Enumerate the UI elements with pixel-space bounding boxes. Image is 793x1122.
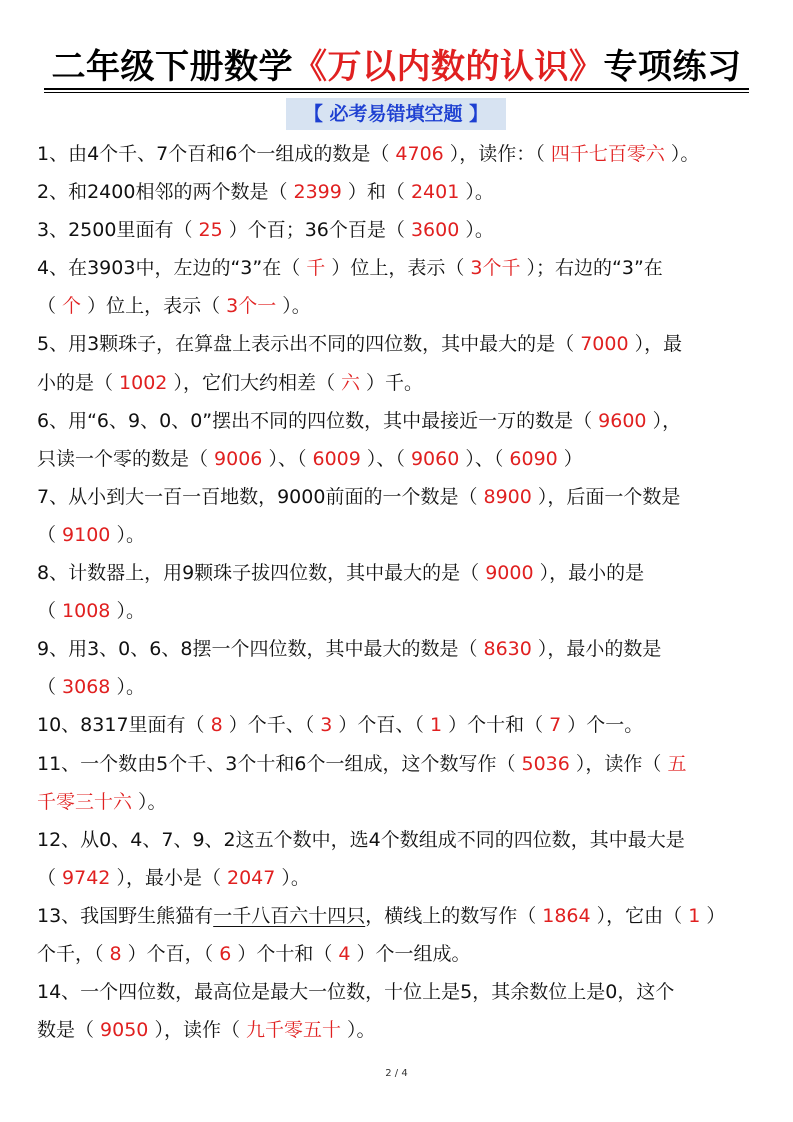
question-text: ）。 — [459, 181, 494, 204]
answer-text: 8 — [109, 942, 122, 965]
question-text: ） — [700, 904, 726, 927]
question-line — [37, 668, 758, 706]
question-text: ） — [557, 447, 583, 470]
answer-text: 9050 — [100, 1019, 149, 1042]
question-text: 个千，（ — [37, 942, 110, 965]
question-line — [37, 211, 758, 249]
question-text: 11、一个数由5个千、3个十和6个一组成，这个数写作（ — [37, 752, 522, 775]
question-text: ）位上，表示（ — [325, 257, 471, 280]
question-text: ）。 — [110, 523, 145, 546]
question-text: 12、从0、4、7、9、2这五个数中，选4个数组成不同的四位数，其中最大是 — [37, 828, 685, 851]
question-text: ）个一组成。 — [350, 942, 471, 965]
question-line — [37, 440, 758, 478]
question-item — [37, 211, 758, 249]
answer-text: 3600 — [410, 219, 460, 242]
title-grade: 二年级下册数学 — [51, 47, 293, 87]
question-text: ），读作（ — [148, 1019, 246, 1042]
answer-text: 千零三十六 — [37, 790, 133, 813]
question-text: （ — [37, 523, 63, 546]
title-suffix: 专项练习 — [603, 47, 742, 87]
question-line — [37, 516, 758, 554]
answer-text: 5036 — [521, 752, 570, 775]
question-item — [37, 135, 758, 173]
question-line — [37, 706, 758, 744]
question-text: ）。 — [110, 676, 145, 699]
section-subtitle: 【 必考易错填空题 】 — [286, 98, 506, 130]
question-item — [37, 249, 758, 325]
question-text: ），它由（ — [590, 904, 689, 927]
question-line — [37, 325, 758, 363]
answer-text: 四千七百零六 — [550, 143, 665, 165]
question-text: ），最小是（ — [110, 866, 227, 889]
question-line — [37, 135, 758, 173]
answer-text: 1 — [688, 904, 701, 927]
question-item — [37, 325, 758, 401]
question-text: ）千。 — [360, 371, 424, 394]
answer-text: 千 — [306, 257, 326, 280]
question-item — [37, 402, 758, 478]
question-text: ）、（ — [459, 447, 510, 470]
answer-text: 3068 — [62, 676, 111, 699]
question-text: 13、我国野生熊猫有 — [37, 904, 214, 927]
question-line — [37, 783, 758, 821]
answer-text: 9742 — [62, 866, 111, 889]
question-text: ）；右边的“3”在 — [520, 257, 663, 280]
question-item — [37, 745, 758, 821]
question-text: ），最小的数是 — [531, 638, 662, 661]
question-text: 小的是（ — [37, 371, 120, 394]
answer-text: 1864 — [542, 904, 591, 927]
answer-text: 1008 — [62, 600, 111, 623]
question-text: ）， — [646, 409, 682, 432]
question-item — [37, 821, 758, 897]
answer-text: 9000 — [485, 562, 534, 585]
question-item — [37, 173, 758, 211]
question-text: ）位上，表示（ — [81, 295, 227, 318]
question-text: ）和（ — [341, 181, 411, 204]
question-text: （ — [37, 600, 63, 623]
answer-text: 6009 — [312, 447, 361, 470]
answer-text: 个 — [62, 295, 82, 318]
question-text: （ — [37, 295, 63, 318]
question-text: ），最 — [628, 333, 683, 356]
question-text: 只读一个零的数是（ — [37, 447, 215, 470]
question-line — [37, 745, 758, 783]
question-line — [37, 821, 758, 859]
question-text: ）个十和（ — [442, 714, 550, 737]
question-text: 8、计数器上，用9颗珠子拔四位数，其中最大的是（ — [37, 562, 486, 585]
question-list — [37, 135, 758, 1049]
title-rule-thin — [44, 92, 749, 93]
question-text: ）个百，（ — [121, 942, 220, 965]
question-line — [37, 935, 758, 973]
answer-text: 4706 — [395, 143, 444, 165]
answer-text: 2047 — [227, 866, 276, 889]
answer-text: 五 — [667, 752, 687, 775]
question-line — [37, 554, 758, 592]
answer-text: 8630 — [483, 638, 532, 661]
question-line — [37, 1011, 758, 1049]
question-text: ）。 — [341, 1019, 376, 1042]
page-title — [36, 44, 757, 92]
question-text: 7、从小到大一百一百地数，9000前面的一个数是（ — [37, 485, 484, 508]
answer-text: 6 — [219, 942, 232, 965]
question-text: ）。 — [664, 143, 700, 165]
question-line — [37, 249, 758, 287]
answer-text: 25 — [198, 219, 223, 242]
question-text: ），它们大约相差（ — [167, 371, 341, 394]
answer-text: 2401 — [410, 181, 460, 204]
question-text: ）。 — [110, 600, 145, 623]
answer-text: 8 — [210, 714, 223, 737]
answer-text: 2399 — [293, 181, 342, 204]
question-text: ）个千、（ — [222, 714, 321, 737]
question-text: ），最小的是 — [533, 562, 645, 585]
question-text: 9、用3、0、6、8摆一个四位数，其中最大的数是（ — [37, 638, 484, 661]
title-rule-thick — [44, 88, 749, 90]
question-item — [37, 630, 758, 706]
question-text: ）、（ — [262, 447, 313, 470]
question-item — [37, 706, 758, 744]
question-line — [37, 592, 758, 630]
title-topic: 《万以内数的认识》 — [293, 47, 604, 87]
question-line — [37, 287, 758, 325]
answer-text: 9060 — [410, 447, 460, 470]
page-number: 2 / 4 — [385, 1068, 408, 1079]
question-text: 5、用3颗珠子，在算盘上表示出不同的四位数，其中最大的是（ — [37, 333, 581, 356]
answer-text: 1 — [429, 714, 443, 737]
answer-text: 6090 — [509, 447, 558, 470]
answer-text: 3个千 — [470, 257, 521, 280]
question-item — [37, 478, 758, 554]
question-text: ）。 — [132, 790, 167, 813]
answer-text: 九千零五十 — [246, 1019, 342, 1042]
question-text: 2、和2400相邻的两个数是（ — [37, 181, 294, 204]
question-line — [37, 364, 758, 402]
answer-text: 9006 — [214, 447, 263, 470]
question-text: ），后面一个数是 — [531, 485, 681, 508]
question-text: 1、由4个千、7个百和6个一组成的数是（ — [37, 143, 396, 165]
question-text: 数是（ — [37, 1019, 101, 1042]
question-line — [37, 478, 758, 516]
question-text: 14、一个四位数，最高位是最大一位数，十位上是5，其余数位上是0，这个 — [37, 981, 675, 1004]
question-text: ）个百；36个百是（ — [222, 219, 411, 242]
question-text: ），读作（ — [569, 752, 668, 775]
question-item — [37, 897, 758, 973]
question-line — [37, 173, 758, 211]
question-line — [37, 630, 758, 668]
answer-text: 9600 — [598, 409, 647, 432]
question-text: ），读作：（ — [443, 143, 551, 165]
question-text: 4、在3903中，左边的“3”在（ — [37, 257, 307, 280]
answer-text: 3个一 — [226, 295, 277, 318]
question-line — [37, 897, 758, 935]
question-item — [37, 554, 758, 630]
question-text: ）。 — [459, 219, 494, 242]
question-text: 6、用“6、9、0、0”摆出不同的四位数，其中最接近一万的数是（ — [37, 409, 599, 432]
question-text: ）、（ — [360, 447, 411, 470]
underlined-text: 一千八百六十四只 — [213, 904, 366, 927]
question-text: ）。 — [275, 866, 310, 889]
question-line — [37, 402, 758, 440]
answer-text: 7000 — [580, 333, 629, 356]
answer-text: 1002 — [119, 371, 168, 394]
question-text: （ — [37, 676, 63, 699]
question-text: ，横线上的数写作（ — [365, 904, 543, 927]
question-line — [37, 859, 758, 897]
question-text: ）个一。 — [561, 714, 644, 737]
question-text: ）个十和（ — [231, 942, 339, 965]
question-line — [37, 973, 758, 1011]
answer-text: 六 — [341, 371, 361, 394]
question-item — [37, 973, 758, 1049]
answer-text: 4 — [338, 942, 351, 965]
answer-text: 8900 — [483, 485, 532, 508]
question-text: 3、2500里面有（ — [37, 219, 199, 242]
question-text: （ — [37, 866, 63, 889]
question-text: ）。 — [276, 295, 311, 318]
question-text: 10、8317里面有（ — [37, 714, 211, 737]
answer-text: 3 — [320, 714, 333, 737]
question-text: ）个百、（ — [332, 714, 430, 737]
answer-text: 7 — [549, 714, 562, 737]
answer-text: 9100 — [62, 523, 111, 546]
